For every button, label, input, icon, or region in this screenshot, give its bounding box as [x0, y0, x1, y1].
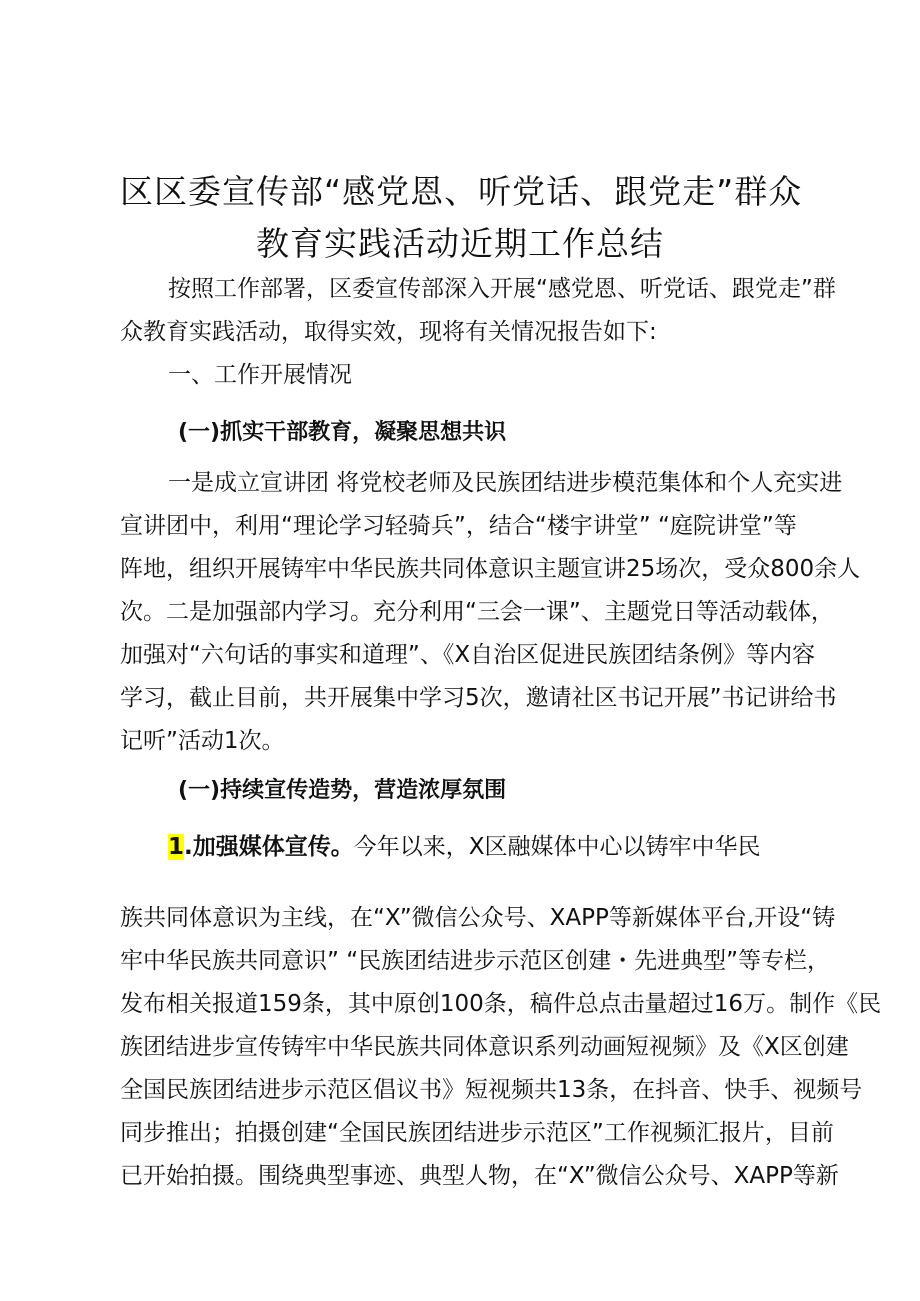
- paragraph-line: 一是成立宣讲团 将党校老师及民族团结进步模范集体和个人充实进: [168, 470, 843, 496]
- paragraph-line: 族共同体意识为主线，在“X”微信公众号、XAPP等新媒体平台,开设“铸: [120, 905, 836, 931]
- item-1-bold-heading: .加强媒体宣传。: [184, 834, 354, 860]
- paragraph-line: 族团结进步宣传铸牢中华民族共同体意识系列动画短视频》及《X区创建: [120, 1034, 849, 1060]
- intro-line-1: 按照工作部署，区委宣传部深入开展“感党恩、听党话、跟党走”群: [168, 276, 836, 302]
- subsection-heading-1: (一)抓实干部教育，凝聚思想共识: [178, 420, 507, 445]
- section-heading: 一、工作开展情况: [168, 362, 352, 388]
- paragraph-line: 同步推出；拍摄创建“全国民族团结进步示范区”工作视频汇报片，目前: [120, 1120, 834, 1146]
- paragraph-line: 已开始拍摄。围绕典型事迹、典型人物，在“X”微信公众号、XAPP等新: [120, 1163, 839, 1189]
- document-title-line-2: 教育实践活动近期工作总结: [256, 224, 664, 263]
- document-title-line-1: 区区委宣传部“感党恩、听党话、跟党走”群众: [120, 172, 803, 211]
- paragraph-line: 阵地，组织开展铸牢中华民族共同体意识主题宣讲25场次，受众800余人: [120, 556, 861, 582]
- paragraph-media-publicity: [120, 897, 882, 1198]
- intro-paragraph: [120, 268, 836, 354]
- paragraph-line: 次。二是加强部内学习。充分利用“三会一课”、主题党日等活动载体，: [120, 599, 834, 625]
- paragraph-line: 全国民族团结进步示范区倡议书》短视频共13条，在抖音、快手、视频号: [120, 1077, 863, 1103]
- item-1-lead: [120, 826, 810, 869]
- paragraph-line: 发布相关报道159条，其中原创100条，稿件总点击量超过16万。制作《民: [120, 991, 882, 1017]
- paragraph-line: 加强对“六句话的事实和道理”、《X自治区促进民族团结条例》等内容: [120, 642, 816, 668]
- document-body: [120, 268, 882, 1198]
- paragraph-line: 牢中华民族共同意识” “民族团结进步示范区创建・先进典型”等专栏，: [120, 948, 831, 974]
- item-1-text: 今年以来，X区融媒体中心以铸牢中华民: [353, 834, 761, 860]
- subsection-heading-2: (一)持续宣传造势，营造浓厚氛围: [178, 778, 507, 803]
- paragraph-line: 学习，截止目前，共开展集中学习5次，邀请社区书记开展”书记讲给书: [120, 685, 837, 711]
- highlighted-item-number: 1: [168, 834, 185, 860]
- paragraph-line: 记听”活动1次。: [120, 728, 285, 754]
- paragraph-line: 宣讲团中，利用“理论学习轻骑兵”，结合“楼宇讲堂” “庭院讲堂”等: [120, 513, 797, 539]
- paragraph-cadre-education: [120, 462, 861, 763]
- intro-line-2: 众教育实践活动，取得实效，现将有关情况报告如下:: [120, 319, 657, 345]
